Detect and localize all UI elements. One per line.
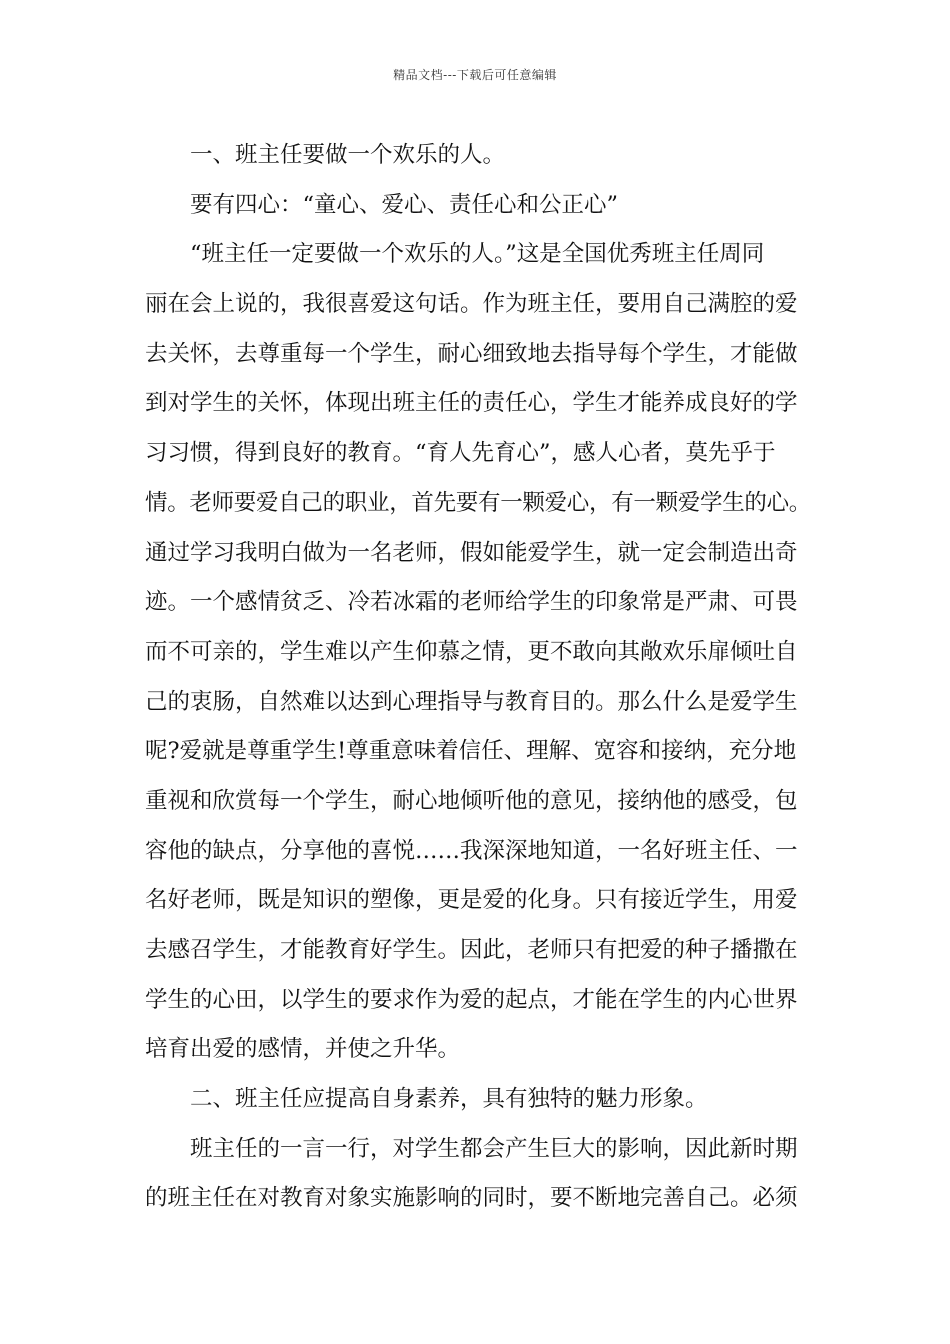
paragraph-line: 去关怀，去尊重每一个学生，耐心细致地去指导每个学生，才能做 xyxy=(145,340,798,367)
paragraph-line: 情。老师要爱自己的职业，首先要有一颗爱心，有一颗爱学生的心。 xyxy=(145,489,812,516)
paragraph-line: 培育出爱的感情，并使之升华。 xyxy=(145,1036,461,1063)
paragraph-line: 名好老师，既是知识的塑像，更是爱的化身。只有接近学生，用爱 xyxy=(145,887,798,914)
paragraph-line: 重视和欣赏每一个学生，耐心地倾听他的意见，接纳他的感受，包 xyxy=(145,787,798,814)
document-body xyxy=(145,131,822,1224)
paragraph-line: 班主任的一言一行，对学生都会产生巨大的影响，因此新时期 xyxy=(190,1135,798,1162)
paragraph-line: 通过学习我明白做为一名老师，假如能爱学生，就一定会制造出奇 xyxy=(145,539,798,566)
section-heading-1: 一、班主任要做一个欢乐的人。 xyxy=(190,142,506,168)
paragraph-line: 的班主任在对教育对象实施影响的同时，要不断地完善自己。必须 xyxy=(145,1185,798,1212)
page-header: 精品文档---下载后可任意编辑 xyxy=(393,68,557,82)
paragraph-line: “班主任一定要做一个欢乐的人。”这是全国优秀班主任周同 xyxy=(190,241,765,268)
paragraph-line: 到对学生的关怀，体现出班主任的责任心，学生才能养成良好的学 xyxy=(145,390,798,417)
paragraph-line: 习习惯，得到良好的教育。“育人先育心”，感人心者，莫先乎于 xyxy=(145,440,776,467)
paragraph-line: 学生的心田，以学生的要求作为爱的起点，才能在学生的内心世界 xyxy=(145,986,798,1013)
paragraph-line: 要有四心：“童心、爱心、责任心和公正心” xyxy=(190,191,619,218)
paragraph-line: 己的衷肠，自然难以达到心理指导与教育目的。那么什么是爱学生 xyxy=(145,688,798,715)
paragraph-line: 迹。一个感情贫乏、冷若冰霜的老师给学生的印象常是严肃、可畏 xyxy=(145,589,798,616)
paragraph-line: 去感召学生，才能教育好学生。因此，老师只有把爱的种子播撒在 xyxy=(145,937,798,963)
paragraph-line: 呢?爱就是尊重学生!尊重意味着信任、理解、宽容和接纳，充分地 xyxy=(145,738,797,765)
paragraph-line: 丽在会上说的，我很喜爱这句话。作为班主任，要用自己满腔的爱 xyxy=(145,291,798,318)
section-heading-2: 二、班主任应提高自身素养，具有独特的魅力形象。 xyxy=(190,1086,708,1113)
paragraph-line: 容他的缺点，分享他的喜悦……我深深地知道，一名好班主任、一 xyxy=(145,837,798,864)
paragraph-line: 而不可亲的，学生难以产生仰慕之情，更不敢向其敞欢乐扉倾吐自 xyxy=(145,638,798,665)
